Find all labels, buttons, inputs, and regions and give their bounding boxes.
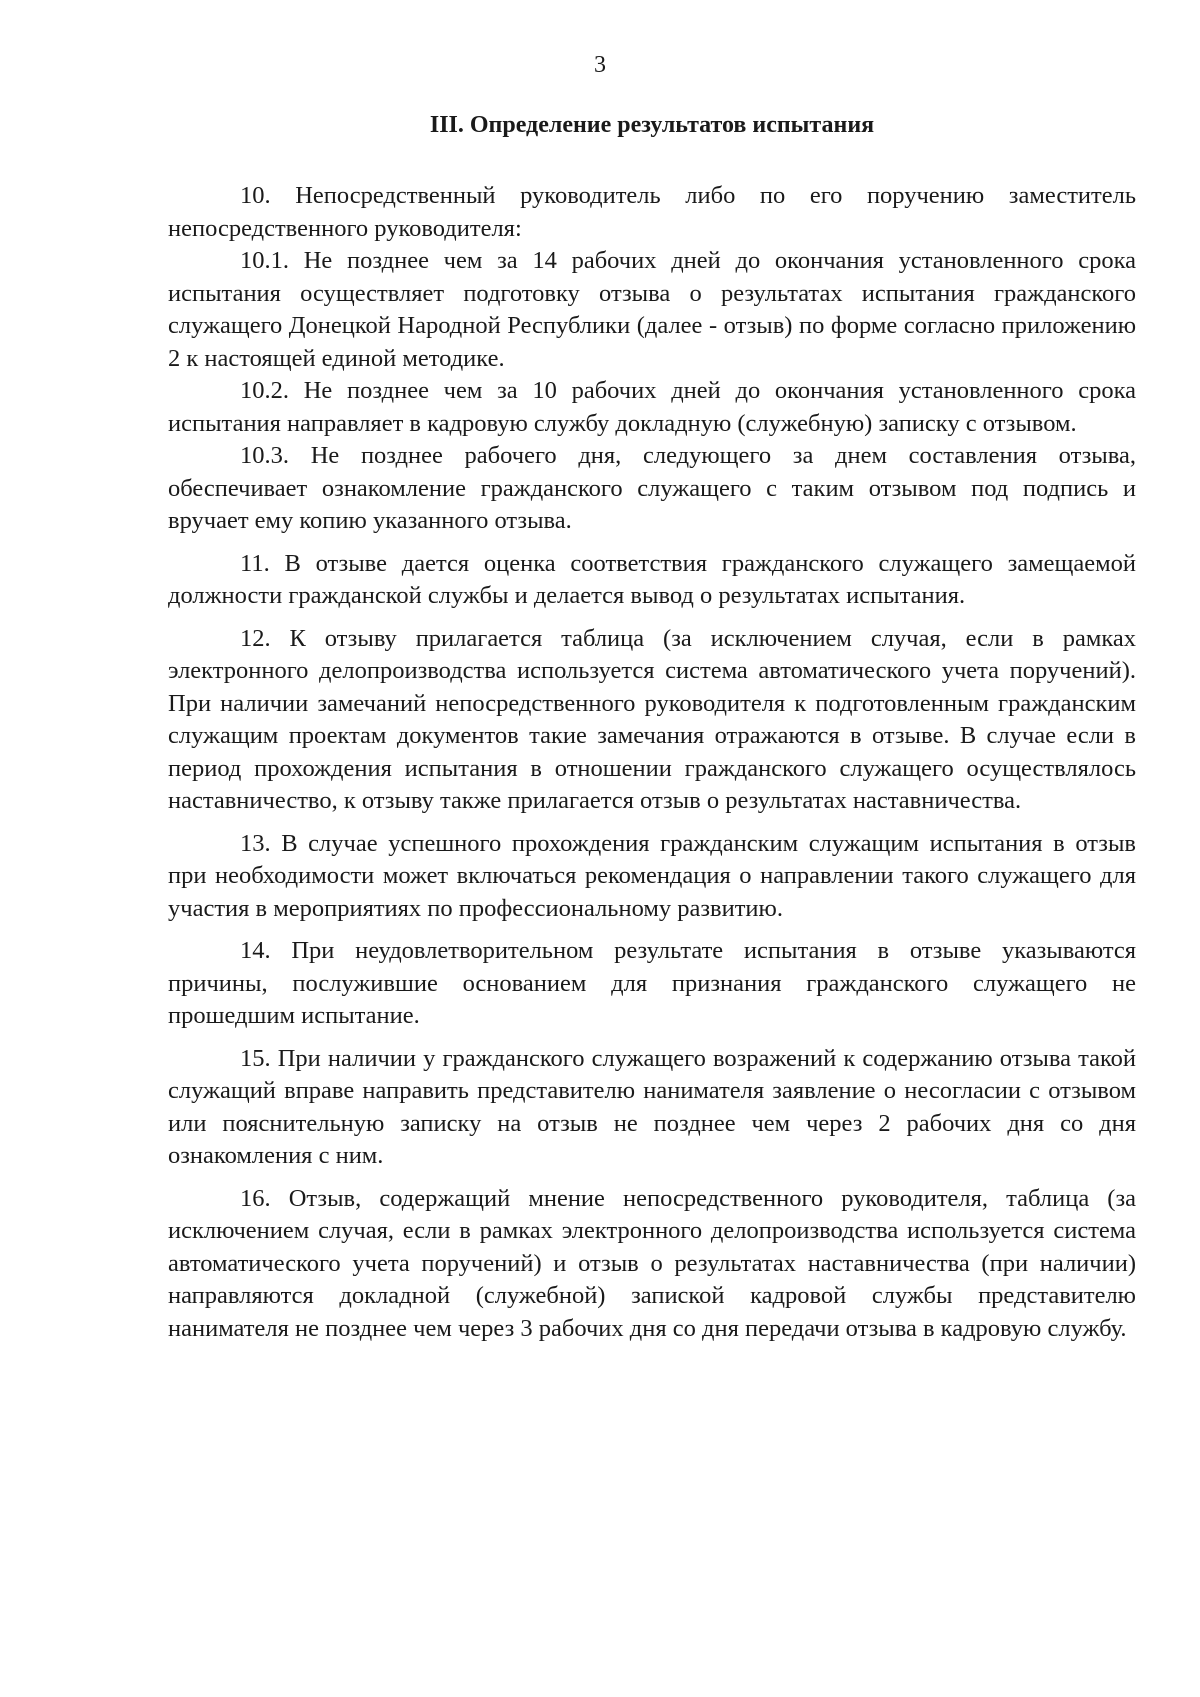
page-number: 3 (594, 52, 606, 78)
paragraph-16: 16. Отзыв, содержащий мнение непосредственного руководителя, таблица (за исключением случая, если в рамках электронного делопроизводства используется система автоматического учета поручений) и отзыв о результатах наставничества (при наличии) направляются докладной (служебной) запиской кадровой службы представителю нанимателя не позднее чем через 3 рабочих дня со дня передачи отзыва в кадровую службу. (168, 1184, 1136, 1342)
paragraph-12: 12. К отзыву прилагается таблица (за исключением случая, если в рамках электронного делопроизводства используется система автоматического учета поручений). При наличии замечаний непосредственного руководителя к подготовленным гражданским служащим проектам документов такие замечания отражаются в отзыве. В случае если в период прохождения испытания в отношении гражданского служащего осуществлялось наставничество, к отзыву также прилагается отзыв о результатах наставничества. (168, 624, 1136, 814)
paragraph-10: 10. Непосредственный руководитель либо по его поручению заместитель непосредственного руководителя: (168, 182, 1136, 242)
paragraph-13: 13. В случае успешного прохождения гражданским служащим испытания в отзыв при необходимости может включаться рекомендация о направлении такого служащего для участия в мероприятиях по профессиональному развитию. (168, 829, 1136, 922)
paragraph-11: 11. В отзыве дается оценка соответствия гражданского служащего замещаемой должности гражданской службы и делается вывод о результатах испытания. (168, 549, 1136, 609)
paragraph-10-3: 10.3. Не позднее рабочего дня, следующего за днем составления отзыва, обеспечивает ознакомление гражданского служащего с таким отзывом под подпись и вручает ему копию указанного отзыва. (168, 442, 1136, 534)
paragraph-14: 14. При неудовлетворительном результате испытания в отзыве указываются причины, послужившие основанием для признания гражданского служащего не прошедшим испытание. (168, 937, 1136, 1029)
document-body (168, 180, 1136, 1345)
paragraph-10-2: 10.2. Не позднее чем за 10 рабочих дней до окончания установленного срока испытания направляет в кадровую службу докладную (служебную) записку с отзывом. (168, 377, 1136, 437)
paragraph-15: 15. При наличии у гражданского служащего возражений к содержанию отзыва такой служащий вправе направить представителю нанимателя заявление о несогласии с отзывом или пояснительную записку на отзыв не позднее чем через 2 рабочих дня со дня ознакомления с ним. (168, 1044, 1136, 1169)
paragraph-10-1: 10.1. Не позднее чем за 14 рабочих дней до окончания установленного срока испытания осуществляет подготовку отзыва о результатах испытания гражданского служащего Донецкой Народной Республики (далее - отзыв) по форме согласно приложению 2 к настоящей единой методике. (168, 247, 1136, 372)
section-title: III. Определение результатов испытания (429, 112, 875, 138)
